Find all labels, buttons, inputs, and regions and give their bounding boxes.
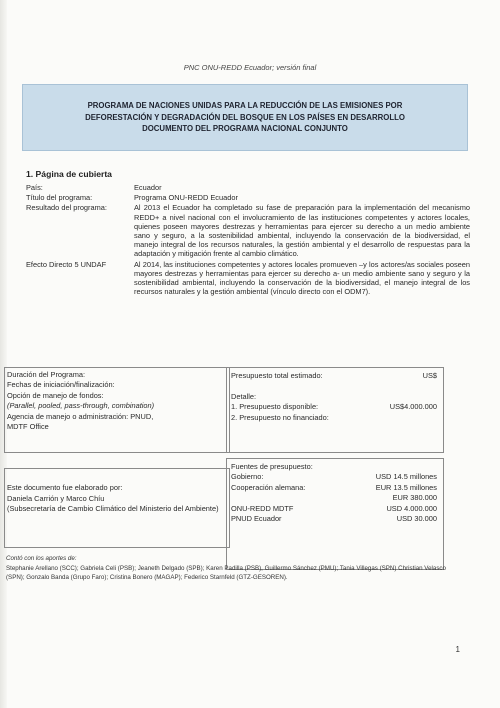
scan-edge: [0, 0, 7, 708]
pais-value: Ecuador: [134, 183, 162, 192]
banner-text: [85, 100, 405, 135]
budget-item-2-label: 2. Presupuesto no financiado:: [231, 412, 329, 422]
authors-affiliation: (Subsecretaría de Cambio Climático del Ministerio del Ambiente): [7, 504, 219, 514]
budget-total-label: Presupuesto total estimado:: [231, 371, 323, 380]
spacer: [231, 381, 437, 391]
resultado-value: Al 2013 el Ecuador ha completado su fase de preparación para la implementación del mecanismo REDD+ a nivel nacional con el involucramiento de las instituciones competentes y actores locales, quienes poseen mayores destrezas y herramientas para ejercer su derecho a un medio ambiente sano y seguro, a la sostenibilidad ambiental, incluyendo la conservación de la biodiversidad, el manejo integral de los recursos naturales, la gestión ambiental y el desarrollo de respuestas para la adaptación y mitigación frente al cambio climático.: [134, 203, 470, 259]
banner-line-2: DEFORESTACIÓN Y DEGRADACIÓN DEL BOSQUE EN LOS PAÍSES EN DESARROLLO: [85, 112, 405, 122]
agencia-value: MDTF Office: [7, 422, 49, 432]
cover-info: [26, 183, 470, 297]
authors-names: Daniela Carrión y Marco Chíu: [7, 493, 105, 503]
info-row-titulo: [26, 193, 470, 202]
budget-item-1-label: 1. Presupuesto disponible:: [231, 402, 319, 412]
efecto-value: Al 2014, las instituciones competentes y actores locales promueven –y los actores/as sociales poseen mayores destrezas y herramientas para ejercer su derecho a- un medio ambiente sano y seguro y la sostenibilidad ambiental, incluyendo la conservación de la biodiversidad, el manejo integral de los recursos naturales y la gestión ambiental (vínculo directo con el ODM7).: [134, 259, 470, 297]
gobierno-label: Gobierno:: [231, 472, 264, 482]
pais-label: País:: [26, 183, 43, 192]
banner-line-1: PROGRAMA DE NACIONES UNIDAS PARA LA REDUCCIÓN DE LAS EMISIONES POR: [87, 101, 403, 111]
titulo-label: Título del programa:: [26, 193, 93, 203]
gobierno-value: USD 14.5 millones: [375, 472, 437, 482]
contributors-list: Stephanie Arellano (SCC); Gabriela Celi (PSB); Jeaneth Delgado (SPB); Karen Padilla (PSB), Guillermo Sánchez (PMU); Tania Villegas (SPN) Christian Velasco (SPN); Gonzalo Banda (Grupo Faro); Cristina Bonero (MAGAP); Federico Starnfeld (GTZ-GESOREN).: [6, 565, 446, 581]
funding-row-gobierno: [231, 472, 437, 482]
spacer: [7, 473, 223, 483]
opcion-label: Opción de manejo de fondos:: [7, 390, 104, 400]
duracion-label: Duración del Programa:: [7, 370, 86, 379]
budget-total-value: US$: [422, 371, 437, 380]
info-row-resultado: [26, 203, 470, 258]
funding-row-mdtf: [231, 504, 437, 514]
section-title: 1. Página de cubierta: [26, 169, 112, 179]
budget-total-row: [231, 371, 437, 381]
pnud-value: USD 30.000: [396, 514, 437, 524]
opcion-note: (Parallel, pooled, pass-through, combination): [7, 401, 155, 411]
contributors-intro: Contó con los aportes de:: [6, 555, 77, 562]
banner-line-3: DOCUMENTO DEL PROGRAMA NACIONAL CONJUNTO: [142, 124, 348, 134]
contributors-note: [6, 555, 452, 582]
info-row-efecto: [26, 260, 470, 297]
budget-item-1-value: US$4.000.000: [389, 402, 437, 412]
efecto-label: Efecto Directo 5 UNDAF: [26, 259, 107, 269]
fechas-label: Fechas de iniciación/finalización:: [7, 380, 115, 390]
budget-item-1: [231, 402, 437, 412]
program-details-box: [4, 367, 230, 453]
page-number: 1: [455, 645, 460, 654]
titulo-value: Programa ONU-REDD Ecuador: [134, 193, 238, 203]
coop-label: Cooperación alemana:: [231, 482, 306, 492]
funding-row-coop: [231, 483, 437, 493]
coop-value-2: EUR 380.000: [392, 493, 437, 503]
resultado-label: Resultado del programa:: [26, 203, 107, 213]
budget-box: [226, 367, 444, 453]
authors-box: [4, 468, 230, 548]
detalle-label: Detalle:: [231, 391, 257, 401]
funding-row-pnud: [231, 514, 437, 524]
agencia-label: Agencia de manejo o administración: PNUD,: [7, 411, 154, 421]
mdtf-label: ONU-REDD MDTF: [231, 503, 294, 513]
authors-intro: Este documento fue elaborado por:: [7, 483, 123, 493]
pnud-label: PNUD Ecuador: [231, 514, 282, 524]
running-header: PNC ONU-REDD Ecuador; versión final: [183, 63, 317, 72]
mdtf-value: USD 4.000.000: [386, 503, 437, 513]
coop-value: EUR 13.5 millones: [375, 482, 437, 492]
funding-sources-box: [226, 458, 444, 570]
title-banner: [22, 84, 468, 151]
info-row-pais: [26, 183, 470, 192]
funding-title: Fuentes de presupuesto:: [231, 462, 313, 471]
